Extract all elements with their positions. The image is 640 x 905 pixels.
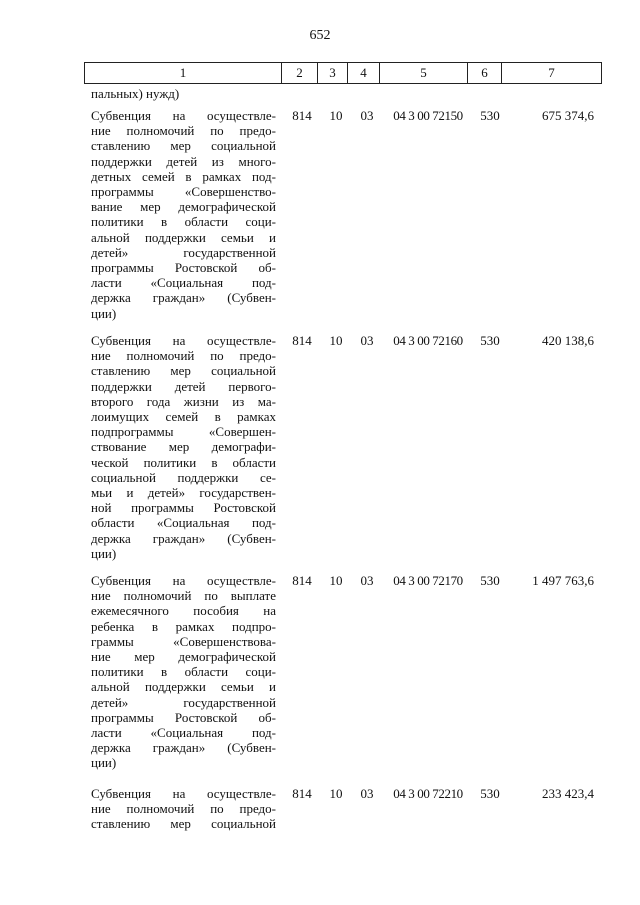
description-line: Субвенция на осуществле- xyxy=(91,786,276,801)
description-line: ежемесячного пособия на xyxy=(91,603,276,619)
cell-col4: 03 xyxy=(360,108,374,123)
cell-col7: 233 423,4 xyxy=(542,786,594,801)
column-header-2: 2 xyxy=(282,63,318,84)
description-line: вание мер демографической xyxy=(91,199,276,215)
description-line: ние полномочий по предо- xyxy=(91,801,276,817)
column-header-7: 7 xyxy=(502,63,602,84)
description-line: ной программы Ростовской xyxy=(91,500,276,516)
continuation-text: пальных) нужд) xyxy=(91,86,180,101)
cell-col5: 04 3 00 72210 xyxy=(393,786,463,801)
cell-col6: 530 xyxy=(480,108,500,123)
description-line: политики в области соци- xyxy=(91,214,276,230)
description-line: Субвенция на осуществле- xyxy=(91,108,276,123)
description-line: держка граждан» (Субвен- xyxy=(91,530,276,546)
cell-col6: 530 xyxy=(480,333,500,348)
cell-col4: 03 xyxy=(360,786,374,801)
description-line: ствование мер демографи- xyxy=(91,439,276,455)
column-header-3: 3 xyxy=(318,63,348,84)
cell-col6: 530 xyxy=(480,786,500,801)
column-header-4: 4 xyxy=(348,63,380,84)
description-line: области «Социальная под- xyxy=(91,515,276,531)
cell-col5: 04 3 00 72150 xyxy=(393,108,463,123)
description-line: ласти «Социальная под- xyxy=(91,725,276,741)
description-line: ции) xyxy=(91,305,117,321)
description-line: второго года жизни из ма- xyxy=(91,393,276,409)
description-line: держка граждан» (Субвен- xyxy=(91,290,276,306)
description-line: политики в области соци- xyxy=(91,664,276,680)
description-line: поддержки детей из много- xyxy=(91,153,276,169)
row-description xyxy=(91,108,276,321)
cell-col2: 814 xyxy=(292,108,312,123)
cell-col5: 04 3 00 72170 xyxy=(393,573,463,588)
cell-col7: 1 497 763,6 xyxy=(532,573,594,588)
description-line: Субвенция на осуществле- xyxy=(91,333,276,348)
cell-col2: 814 xyxy=(292,786,312,801)
description-line: ние полномочий по предо- xyxy=(91,348,276,364)
cell-col3: 10 xyxy=(329,573,343,588)
description-line: детей» государственной xyxy=(91,694,276,710)
description-line: держка граждан» (Субвен- xyxy=(91,740,276,756)
row-description xyxy=(91,333,276,561)
description-line: лоимущих семей в рамках xyxy=(91,409,276,425)
description-line: ние полномочий по предо- xyxy=(91,123,276,139)
description-line: ние мер демографической xyxy=(91,649,276,665)
description-line: ции) xyxy=(91,545,117,561)
column-header-1: 1 xyxy=(85,63,282,84)
cell-col4: 03 xyxy=(360,333,374,348)
description-line: программы Ростовской об- xyxy=(91,260,276,276)
cell-col6: 530 xyxy=(480,573,500,588)
cell-col7: 420 138,6 xyxy=(542,333,594,348)
column-header-row xyxy=(84,62,602,84)
row-description xyxy=(91,573,276,771)
description-line: детных семей в рамках под- xyxy=(91,168,276,184)
description-line: поддержки детей первого- xyxy=(91,378,276,394)
description-line: ставлению мер социальной xyxy=(91,363,276,379)
cell-col4: 03 xyxy=(360,573,374,588)
description-line: Субвенция на осуществле- xyxy=(91,573,276,588)
description-line: ставлению мер социальной xyxy=(91,816,276,832)
description-line: ции) xyxy=(91,755,117,771)
description-line: ставлению мер социальной xyxy=(91,138,276,154)
page-number: 652 xyxy=(309,28,331,43)
description-line: ние полномочий по выплате xyxy=(91,588,276,604)
row-description xyxy=(91,786,276,832)
description-line: программы Ростовской об- xyxy=(91,709,276,725)
description-line: детей» государственной xyxy=(91,244,276,260)
cell-col2: 814 xyxy=(292,333,312,348)
description-line: социальной поддержки се- xyxy=(91,469,276,485)
cell-col7: 675 374,6 xyxy=(542,108,594,123)
description-line: ческой политики в области xyxy=(91,454,276,470)
column-header-6: 6 xyxy=(468,63,502,84)
cell-col3: 10 xyxy=(329,786,343,801)
description-line: мьи и детей» государствен- xyxy=(91,485,276,501)
description-line: альной поддержки семьи и xyxy=(91,229,276,245)
description-line: ласти «Социальная под- xyxy=(91,275,276,291)
description-line: ребенка в рамках подпро- xyxy=(91,618,276,634)
cell-col3: 10 xyxy=(329,108,343,123)
description-line: подпрограммы «Совершен- xyxy=(91,424,276,440)
description-line: программы «Совершенство- xyxy=(91,184,276,200)
cell-col5: 04 3 00 72160 xyxy=(393,333,463,348)
description-line: альной поддержки семьи и xyxy=(91,679,276,695)
description-line: граммы «Совершенствова- xyxy=(91,633,276,649)
cell-col3: 10 xyxy=(329,333,343,348)
column-header-5: 5 xyxy=(380,63,468,84)
cell-col2: 814 xyxy=(292,573,312,588)
